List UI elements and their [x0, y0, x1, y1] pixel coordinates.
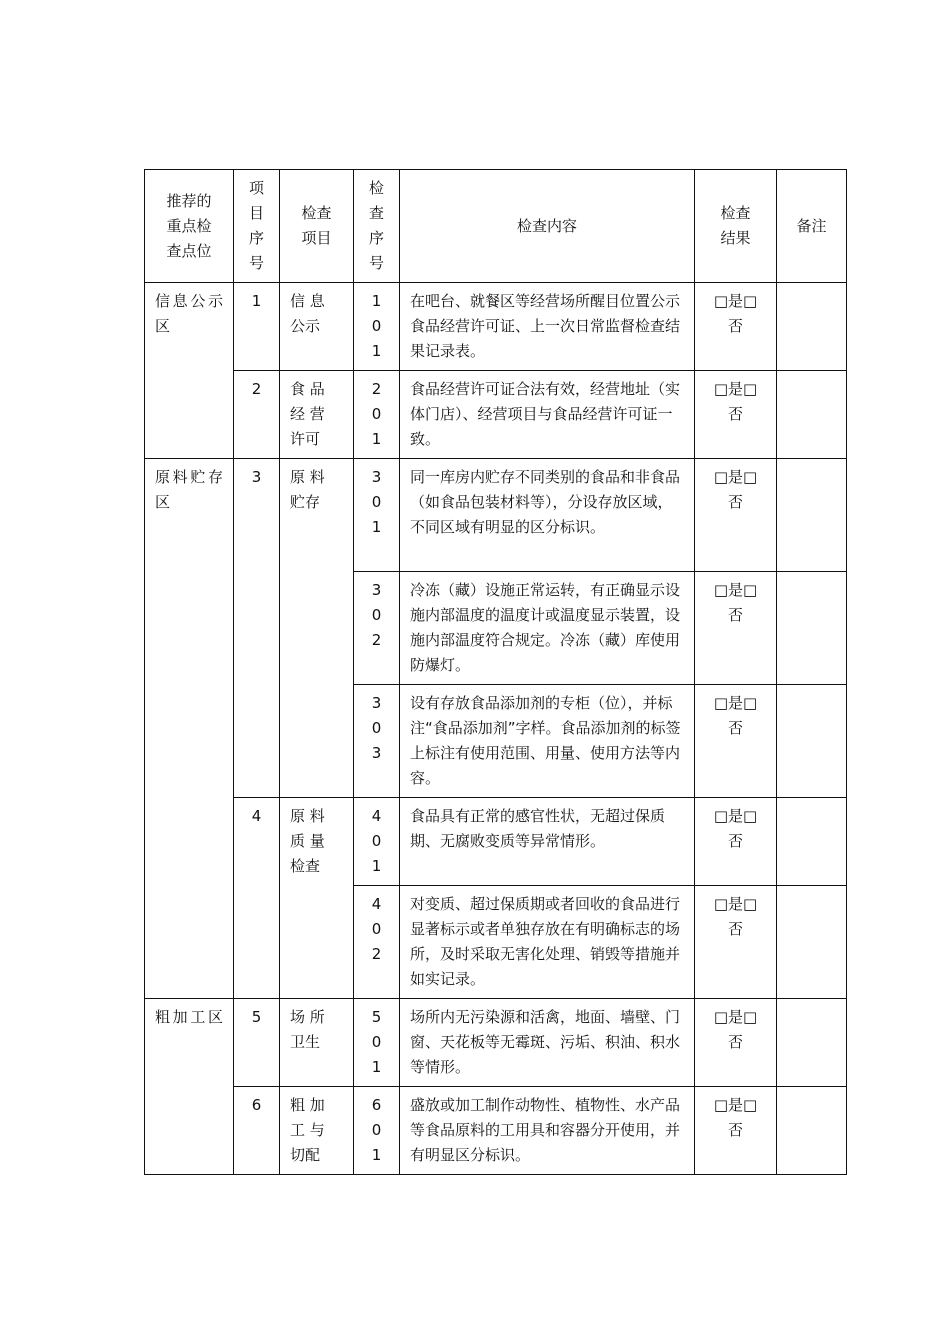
item-no-cell: 5 — [234, 999, 280, 1087]
header-content: 检查内容 — [400, 170, 695, 283]
check-content-cell: 同一库房内贮存不同类别的食品和非食品（如食品包装材料等），分设存放区域，不同区域有明显的区分标识。 — [400, 459, 695, 572]
item-no-cell: 4 — [234, 798, 280, 999]
note-cell[interactable] — [777, 1087, 847, 1175]
note-cell[interactable] — [777, 459, 847, 572]
header-item: 检查 项目 — [280, 170, 354, 283]
table-row — [145, 798, 847, 886]
item-no-cell: 6 — [234, 1087, 280, 1175]
inspection-table — [144, 169, 847, 1175]
check-content-cell: 食品经营许可证合法有效，经营地址（实体门店）、经营项目与食品经营许可证一致。 — [400, 371, 695, 459]
location-cell: 原料贮存区 — [145, 459, 234, 999]
header-result: 检查 结果 — [695, 170, 777, 283]
item-name-cell: 原 料 质 量 检查 — [280, 798, 354, 999]
item-name-cell: 场 所 卫生 — [280, 999, 354, 1087]
header-row — [145, 170, 847, 283]
check-result-cell[interactable]: □是□ 否 — [695, 283, 777, 371]
check-no-cell: 5 0 1 — [354, 999, 400, 1087]
table-row — [145, 283, 847, 371]
note-cell[interactable] — [777, 371, 847, 459]
item-no-cell: 3 — [234, 459, 280, 798]
check-content-cell: 冷冻（藏）设施正常运转，有正确显示设施内部温度的温度计或温度显示装置，设施内部温度符合规定。冷冻（藏）库使用防爆灯。 — [400, 572, 695, 685]
table-row — [145, 371, 847, 459]
check-content-cell: 盛放或加工制作动物性、植物性、水产品等食品原料的工用具和容器分开使用，并有明显区分标识。 — [400, 1087, 695, 1175]
check-result-cell[interactable]: □是□ 否 — [695, 798, 777, 886]
check-result-cell[interactable]: □是□ 否 — [695, 1087, 777, 1175]
check-content-cell: 设有存放食品添加剂的专柜（位），并标注“食品添加剂”字样。食品添加剂的标签上标注有使用范围、用量、使用方法等内容。 — [400, 685, 695, 798]
check-content-cell: 食品具有正常的感官性状，无超过保质期、无腐败变质等异常情形。 — [400, 798, 695, 886]
note-cell[interactable] — [777, 572, 847, 685]
check-no-cell: 4 0 1 — [354, 798, 400, 886]
check-result-cell[interactable]: □是□ 否 — [695, 685, 777, 798]
check-no-cell: 2 0 1 — [354, 371, 400, 459]
check-content-cell: 对变质、超过保质期或者回收的食品进行显著标示或者单独存放在有明确标志的场所，及时采取无害化处理、销毁等措施并如实记录。 — [400, 886, 695, 999]
item-name-cell: 食 品 经 营 许可 — [280, 371, 354, 459]
header-check-no: 检 查 序 号 — [354, 170, 400, 283]
check-no-cell: 6 0 1 — [354, 1087, 400, 1175]
check-result-cell[interactable]: □是□ 否 — [695, 572, 777, 685]
check-result-cell[interactable]: □是□ 否 — [695, 999, 777, 1087]
note-cell[interactable] — [777, 685, 847, 798]
item-name-cell: 信 息 公示 — [280, 283, 354, 371]
check-no-cell: 3 0 1 — [354, 459, 400, 572]
item-no-cell: 1 — [234, 283, 280, 371]
header-item-no: 项 目 序 号 — [234, 170, 280, 283]
header-note: 备注 — [777, 170, 847, 283]
note-cell[interactable] — [777, 886, 847, 999]
table-row — [145, 459, 847, 572]
check-no-cell: 3 0 2 — [354, 572, 400, 685]
table-row — [145, 999, 847, 1087]
check-no-cell: 1 0 1 — [354, 283, 400, 371]
check-result-cell[interactable]: □是□ 否 — [695, 371, 777, 459]
check-content-cell: 在吧台、就餐区等经营场所醒目位置公示食品经营许可证、上一次日常监督检查结果记录表。 — [400, 283, 695, 371]
header-location: 推荐的 重点检 查点位 — [145, 170, 234, 283]
check-result-cell[interactable]: □是□ 否 — [695, 459, 777, 572]
check-no-cell: 4 0 2 — [354, 886, 400, 999]
item-no-cell: 2 — [234, 371, 280, 459]
location-cell: 粗加工区 — [145, 999, 234, 1175]
note-cell[interactable] — [777, 283, 847, 371]
check-result-cell[interactable]: □是□ 否 — [695, 886, 777, 999]
table-row — [145, 1087, 847, 1175]
check-content-cell: 场所内无污染源和活禽，地面、墙壁、门窗、天花板等无霉斑、污垢、积油、积水等情形。 — [400, 999, 695, 1087]
item-name-cell: 原 料 贮存 — [280, 459, 354, 798]
note-cell[interactable] — [777, 798, 847, 886]
check-no-cell: 3 0 3 — [354, 685, 400, 798]
location-cell: 信息公示区 — [145, 283, 234, 459]
note-cell[interactable] — [777, 999, 847, 1087]
item-name-cell: 粗 加 工 与 切配 — [280, 1087, 354, 1175]
